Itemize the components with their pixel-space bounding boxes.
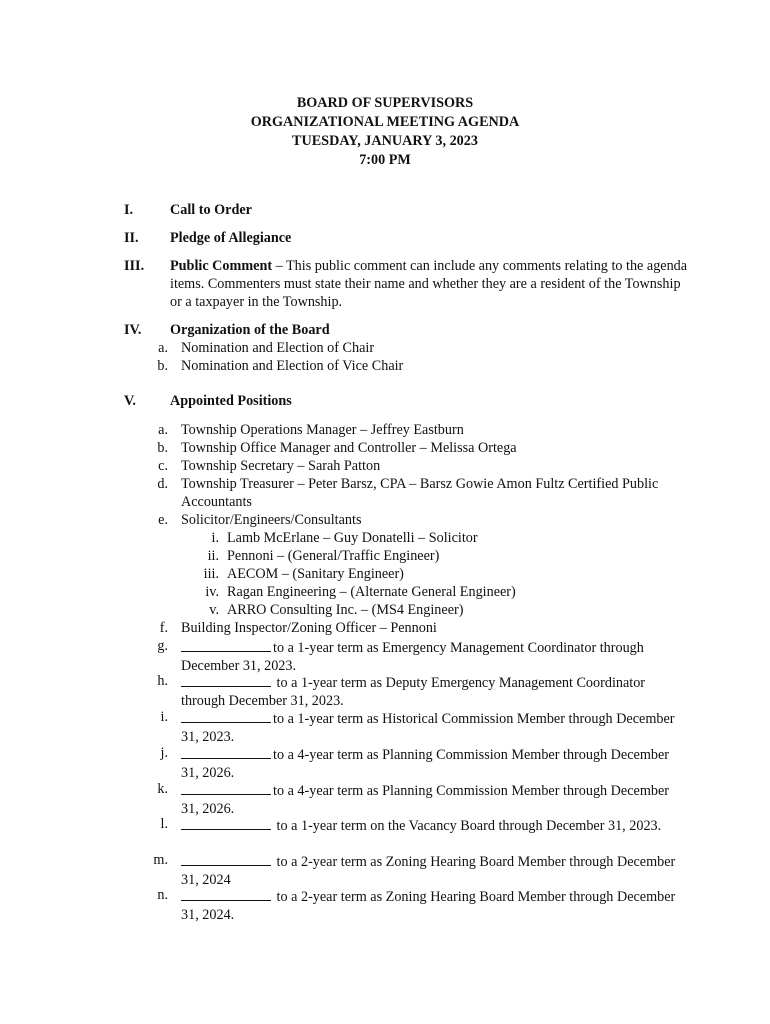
- item-label: i.: [211, 530, 219, 546]
- section-number: V.: [124, 393, 136, 409]
- item-label: a.: [158, 340, 168, 356]
- fill-in-blank[interactable]: [181, 780, 271, 795]
- item-label: c.: [158, 458, 168, 474]
- item-text: Building Inspector/Zoning Officer – Pennoni: [181, 620, 437, 636]
- section-number: III.: [124, 258, 145, 274]
- item-text: Township Treasurer – Peter Barsz, CPA – Barsz Gowie Amon Fultz Certified Public Accountants: [181, 476, 659, 510]
- item-text: Lamb McErlane – Guy Donatelli – Solicitor: [227, 530, 478, 546]
- item-label: e.: [158, 512, 168, 528]
- fill-in-blank[interactable]: [181, 637, 271, 652]
- item-label: b.: [157, 440, 168, 456]
- item-text: AECOM – (Sanitary Engineer): [227, 566, 404, 582]
- section-number: II.: [124, 230, 139, 246]
- item-text: to a 1-year term as Deputy Emergency Management Coordinator through December 31, 2023.: [181, 675, 646, 709]
- item-text: to a 1-year term as Emergency Management Coordinator through December 31, 2023.: [181, 640, 644, 674]
- item-text: Ragan Engineering – (Alternate General Engineer): [227, 584, 516, 600]
- item-label: j.: [160, 745, 168, 761]
- item-text: Township Office Manager and Controller – Melissa Ortega: [181, 440, 517, 456]
- fill-in-blank[interactable]: [181, 708, 271, 723]
- item-body: [181, 886, 681, 924]
- header-meeting: ORGANIZATIONAL MEETING AGENDA: [250, 114, 520, 130]
- item-body: [181, 672, 681, 710]
- item-label: v.: [209, 602, 219, 618]
- item-text: to a 1-year term as Historical Commission Member through December 31, 2023.: [181, 711, 675, 745]
- fill-in-blank[interactable]: [181, 744, 271, 759]
- item-text: Nomination and Election of Vice Chair: [181, 358, 404, 374]
- item-body: [181, 780, 681, 818]
- item-label: a.: [158, 422, 168, 438]
- item-body: [181, 637, 681, 675]
- item-text: Solicitor/Engineers/Consultants: [181, 512, 362, 528]
- item-text: ARRO Consulting Inc. – (MS4 Engineer): [227, 602, 464, 618]
- item-text: to a 4-year term as Planning Commission Member through December 31, 2026.: [181, 747, 669, 781]
- item-label: ii.: [207, 548, 219, 564]
- item-text: to a 2-year term as Zoning Hearing Board Member through December 31, 2024.: [181, 889, 676, 923]
- item-label: iii.: [203, 566, 219, 582]
- item-label: iv.: [205, 584, 219, 600]
- item-label: d.: [157, 476, 168, 492]
- item-text: to a 1-year term on the Vacancy Board through December 31, 2023.: [273, 818, 662, 834]
- item-label: g.: [157, 638, 168, 654]
- header-time: 7:00 PM: [359, 152, 411, 168]
- section-title: Public Comment: [170, 258, 273, 274]
- section-body: [170, 257, 690, 311]
- section-title: Organization of the Board: [170, 322, 330, 338]
- item-text: Pennoni – (General/Traffic Engineer): [227, 548, 440, 564]
- header-date: TUESDAY, JANUARY 3, 2023: [292, 133, 478, 149]
- item-body: [181, 851, 681, 889]
- item-text: Township Operations Manager – Jeffrey Eastburn: [181, 422, 464, 438]
- section-number: I.: [124, 202, 134, 218]
- item-body: [181, 744, 681, 782]
- section-description: – This public comment can include any comments relating to the agenda items. Commenters must state their name and whether they are a resident of the Township or a taxpayer in the Township.: [170, 258, 688, 310]
- section-title: Appointed Positions: [170, 393, 292, 409]
- item-text: Township Secretary – Sarah Patton: [181, 458, 381, 474]
- item-label: b.: [157, 358, 168, 374]
- item-body: [181, 815, 681, 835]
- agenda-header: [0, 94, 770, 170]
- fill-in-blank[interactable]: [181, 886, 271, 901]
- item-text: Nomination and Election of Chair: [181, 340, 375, 356]
- item-label: n.: [157, 887, 168, 903]
- item-label: i.: [160, 709, 168, 725]
- item-label: h.: [157, 673, 168, 689]
- header-board: BOARD OF SUPERVISORS: [296, 95, 474, 111]
- item-label: l.: [160, 816, 168, 832]
- fill-in-blank[interactable]: [181, 851, 271, 866]
- item-label: f.: [159, 620, 168, 636]
- section-number: IV.: [124, 322, 142, 338]
- item-label: k.: [157, 781, 168, 797]
- fill-in-blank[interactable]: [181, 672, 271, 687]
- item-text: to a 2-year term as Zoning Hearing Board Member through December 31, 2024: [181, 854, 676, 888]
- item-body: [181, 708, 681, 746]
- section-title: Pledge of Allegiance: [170, 230, 292, 246]
- item-label: m.: [153, 852, 168, 868]
- section-title: Call to Order: [170, 202, 252, 218]
- fill-in-blank[interactable]: [181, 815, 271, 830]
- item-text: to a 4-year term as Planning Commission Member through December 31, 2026.: [181, 783, 669, 817]
